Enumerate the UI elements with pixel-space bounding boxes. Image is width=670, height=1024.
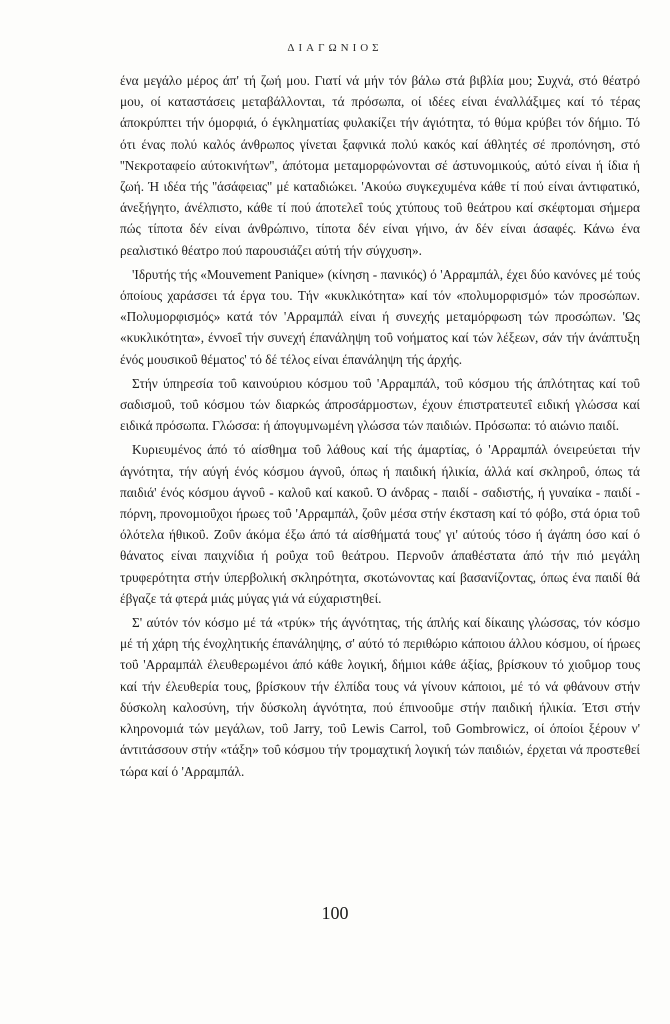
body-text	[120, 70, 640, 785]
paragraph-new-world: Στήν ύπηρεσία τοΰ καινούριου κόσμου τοΰ 'Αρραμπάλ, τοΰ κόσμου τής άπλότητας καί τοΰ σαδισμοΰ, τοΰ κόσμου τών διαρκώς άπροσάρμοστων, έχουν έπιστρατευτεΐ ειδική γλώσσα καί ειδικά πρόσωπα. Γλώσσα: ή άπογυμνωμένη γλώσσα τών παιδιών. Πρόσωπα: τό αιώνιο παιδί.	[120, 375, 640, 434]
page-number: 100	[321, 903, 349, 923]
paragraph-innocence: Κυριευμένος άπό τό αίσθημα τοΰ λάθους καί τής άμαρτίας, ό 'Αρραμπάλ όνειρεύεται τήν άγνότητα, τήν αύγή ένός κόσμου άγνοΰ, όπως ή παιδική ήλικία, άλλά καί σκληροΰ, όπως τά παιδιά' ένός κόσμου άγνοΰ - καλοΰ καί κακοΰ. Ό άνδρας - παιδί - σαδιστής, ή γυναίκα - παιδί - πόρνη, προνομιοΰχοι ήρωες τοΰ 'Αρραμπάλ, ζοΰν μέσα στήν έκσταση καί τό φόβο, στά όρια τοΰ όλότελα ήθικοΰ. Ζοΰν άκόμα έξω άπό τά αίσθήματά τους' γι' αύτούς τόσο ή άγάπη όσο καί ό θάνατος είναι παιχνίδια ή ροΰχα τοΰ θεάτρου. Περνοΰν άπαθέστατα άπό τήν πιό μεγάλη τρυφερότητα στήν ύπερβολική σκληρότητα, σκοτώνοντας καί βασανίζοντας, όπως ένα παιδί θά έβγαζε τά φτερά μιάς μύγας γιά νά εύχαριστηθεί.	[120, 442, 640, 606]
paragraph-continuation: ένα μεγάλο μέρος άπ' τή ζωή μου. Γιατί νά μήν τόν βάλω στά βιβλία μου; Συχνά, στό θέατρό μου, οί καταστάσεις μεταβάλλονται, τά πρόσωπα, οί ιδέες είναι έναλλάξιμες καί τό τέρας άποκρύπτει τήν όμορφιά, ό έγκληματίας φυλακίζει τήν άγιότητα, τό θύμα κρύβει τόν δήμιο. Τό ότι ένας πολύ καλός άνθρωπος γίνεται ξαφνικά πολύ κακός καί άθλητές σέ προπόνηση, στό ''Νεκροταφείο αύτοκινήτων'', άπότομα μεταμορφώνονται σέ άστυνομικούς, αύτό είναι ή ίδια ή ζωή. Ή ιδέα τής ''άσάφειας'' μέ καταδιώκει. 'Ακούω συγκεχυμένα κάθε τί πού είναι άντιφατικό, άνεξήγητο, άνέλπιστο, κάθε τί πού άποτελεΐ τούς χτύπους τοΰ θεάτρου καί σκέφτομαι σήμερα πώς τίποτα δέν είναι άνθρώπινο, τίποτα δέν είναι γήινο, άν δέν είναι άσαφές. Κάνω ένα ρεαλιστικό θέατρο πού παρουσιάζει αύτή τήν σύγχυση».	[120, 73, 640, 258]
paragraph-heroes: Σ' αύτόν τόν κόσμο μέ τά «τρύκ» τής άγνότητας, τής άπλής καί δίκαιης γλώσσας, τόν κόσμο μέ τή χάρη τής ένοχλητικής έπανάληψης, σ' αύτό τό περιθώριο κάποιου άλλου κόσμου, οί ήρωες τοΰ 'Αρραμπάλ έλευθερωμένοι άπό κάθε λογική, δήμιοι κάθε άξίας, βρίσκουν τό χιοΰμορ τους καί τήν έλευθερία τους, βρίσκουν τήν έλπίδα τους νά γίνουν κάποιοι, μέ τό νά φθάνουν στήν δύσκολη καλοσύνη, τήν δύσκολη άγνότητα, πού έπινοοΰμε στήν παιδική ήλικία. Έτσι στήν κληρονομιά τών μεγάλων, τοΰ Jarry, τοΰ Lewis Carrol, τοΰ Gombrowicz, οί όποίοι ξέρουν ν' άντιτάσσουν στήν «τάξη» τοΰ κόσμου τήν τρομαχτική λογική τών παιδιών, έρχεται νά προστεθεί τώρα καί ό 'Αρραμπάλ.	[120, 615, 640, 779]
paragraph-panic-movement: 'Ιδρυτής τής «Mouvement Panique» (κίνηση - πανικός) ό 'Αρραμπάλ, έχει δύο κανόνες μέ τούς όποίους χαράσσει τά έργα του. Τήν «κυκλικότητα» καί τόν «πολυμορφισμό» τών προσώπων. «Πολυμορφισμός» κατά τόν 'Αρραμπάλ είναι ή συνεχής μεταμόρφωση τών προσώπων. 'Ως «κυκλικότητα», έννοεΐ τήν συνεχή έπανάληψη τοΰ νοήματος καί τών λέξεων, σάν τήν άνάπτυξη ένός μουσικοΰ θέματος' τό δέ τέλος είναι έπανάληψη τής άρχής.	[120, 266, 640, 367]
running-head: ΔΙΑΓΩΝΙΟΣ	[287, 42, 383, 54]
